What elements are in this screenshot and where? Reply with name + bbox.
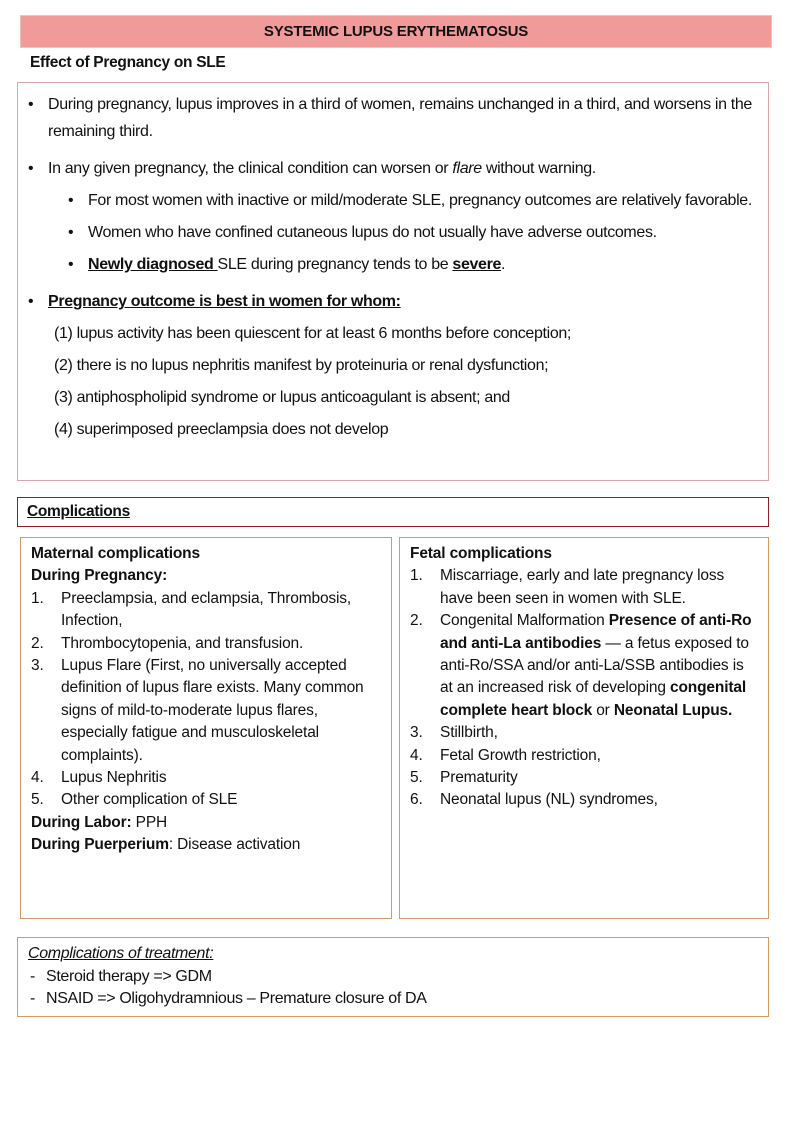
item-number: 5. [410, 769, 423, 787]
item-text: Neonatal lupus (NL) syndromes, [440, 791, 658, 809]
condition-item: (4) superimposed preeclampsia does not develop [54, 421, 389, 438]
item-text: Congenital Malformation [440, 612, 609, 630]
item-number: 2. [410, 612, 423, 630]
list-item [410, 722, 760, 744]
maternal-heading: Maternal complications [31, 545, 200, 562]
fetal-heading: Fetal complications [410, 545, 552, 562]
sub-bullet-text: For most women with inactive or mild/moderate SLE, pregnancy outcomes are relatively favorable. [88, 192, 752, 209]
document-title: SYSTEMIC LUPUS ERYTHEMATOSUS [20, 15, 772, 48]
during-pregnancy-label: During Pregnancy: [31, 567, 168, 585]
dash-icon: - [30, 990, 35, 1007]
list-item [410, 767, 760, 789]
during-puerperium-label: During Puerperium [31, 836, 169, 854]
during-labor-value: PPH [131, 813, 168, 831]
list-item [410, 610, 760, 722]
complications-header [17, 497, 769, 527]
effect-section-box [17, 82, 769, 481]
item-text: — a fetus exposed to anti-Ro/SSA and/or anti-La/SSB antibodies is at an increased risk of developing [440, 634, 749, 697]
condition-item: (3) antiphospholipid syndrome or lupus anticoagulant is absent; and [54, 389, 510, 406]
fetal-complications-box [399, 537, 769, 919]
neonatal-lupus-emphasis: Neonatal Lupus. [613, 701, 733, 719]
list-item [410, 565, 760, 610]
item-text: Preeclampsia, and eclampsia, Thrombosis, Infection, [61, 589, 352, 630]
list-item [31, 767, 383, 789]
item-text: Lupus Flare (First, no universally accepted definition of lupus flare exists. Many common signs of mild-to-moderate lupus flares, especially fatigue and musculoskeletal complaints). [61, 657, 364, 764]
item-number: 3. [410, 724, 423, 742]
maternal-complications-box [20, 537, 392, 919]
during-puerperium-line [31, 834, 383, 856]
condition-item: (2) there is no lupus nephritis manifest by proteinuria or renal dysfunction; [54, 357, 549, 374]
during-labor-line [31, 812, 383, 834]
sub-bullet-text: SLE during pregnancy tends to be [217, 256, 453, 273]
list-item [410, 789, 760, 811]
bullet-icon: • [68, 256, 74, 273]
item-number: 1. [31, 589, 44, 607]
bullet-item [28, 91, 756, 145]
sub-bullet-item [28, 187, 756, 214]
bullet-icon: • [68, 224, 74, 241]
sub-bullet-text: . [501, 256, 506, 273]
bullet-item [28, 288, 756, 315]
list-item [28, 988, 758, 1011]
treatment-heading: Complications of treatment: [28, 945, 214, 962]
effect-section-heading: Effect of Pregnancy on SLE [30, 54, 226, 71]
item-text: Thrombocytopenia, and transfusion. [61, 634, 304, 652]
flare-italic: flare [452, 160, 482, 177]
sub-bullet-item [28, 251, 756, 278]
bullet-item [28, 155, 756, 182]
bullet-text: During pregnancy, lupus improves in a third of women, remains unchanged in a third, and worsens in the remaining third. [48, 96, 752, 140]
severe-emphasis: severe [452, 256, 502, 273]
complications-heading: Complications [27, 503, 130, 520]
bullet-icon: • [28, 160, 34, 177]
condition-item: (1) lupus activity has been quiescent for at least 6 months before conception; [54, 325, 572, 342]
list-item [31, 655, 383, 767]
newly-diagnosed-emphasis: Newly diagnosed [88, 256, 218, 273]
item-number: 2. [31, 634, 44, 652]
item-text: Stillbirth, [440, 724, 498, 742]
item-number: 5. [31, 791, 44, 809]
item-text: Steroid therapy => GDM [46, 967, 212, 985]
item-number: 4. [410, 746, 423, 764]
bullet-text: In any given pregnancy, the clinical condition can worsen or [48, 160, 453, 177]
antibodies-emphasis: Presence of anti-Ro and anti-La antibodies [440, 612, 752, 652]
item-number: 6. [410, 791, 423, 809]
item-text: Miscarriage, early and late pregnancy loss have been seen in women with SLE. [440, 567, 725, 607]
treatment-complications-box [17, 937, 769, 1017]
item-number: 1. [410, 567, 423, 585]
list-item [31, 633, 383, 655]
list-item [31, 588, 383, 633]
sub-bullet-text: Women who have confined cutaneous lupus do not usually have adverse outcomes. [88, 224, 657, 241]
best-outcome-heading: Pregnancy outcome is best in women for whom: [48, 293, 401, 310]
item-text: NSAID => Oligohydramnious – Premature closure of DA [46, 990, 427, 1007]
sub-bullet-item [28, 219, 756, 246]
list-item [28, 966, 758, 989]
item-number: 3. [31, 657, 44, 675]
list-item [410, 745, 760, 767]
during-labor-label: During Labor: [31, 813, 132, 831]
item-text: Prematurity [440, 769, 518, 787]
item-number: 4. [31, 769, 44, 787]
bullet-icon: • [68, 192, 74, 209]
bullet-text: without warning. [481, 160, 596, 177]
item-text: Lupus Nephritis [61, 769, 167, 787]
item-text: Fetal Growth restriction, [440, 746, 601, 764]
during-puerperium-value: : Disease activation [168, 836, 301, 854]
item-text: or [592, 701, 614, 719]
list-item [31, 789, 383, 811]
item-text: Other complication of SLE [61, 791, 238, 809]
bullet-icon: • [28, 96, 34, 113]
bullet-icon: • [28, 293, 34, 310]
dash-icon: - [30, 967, 35, 985]
heart-block-emphasis: congenital complete heart block [440, 679, 746, 719]
